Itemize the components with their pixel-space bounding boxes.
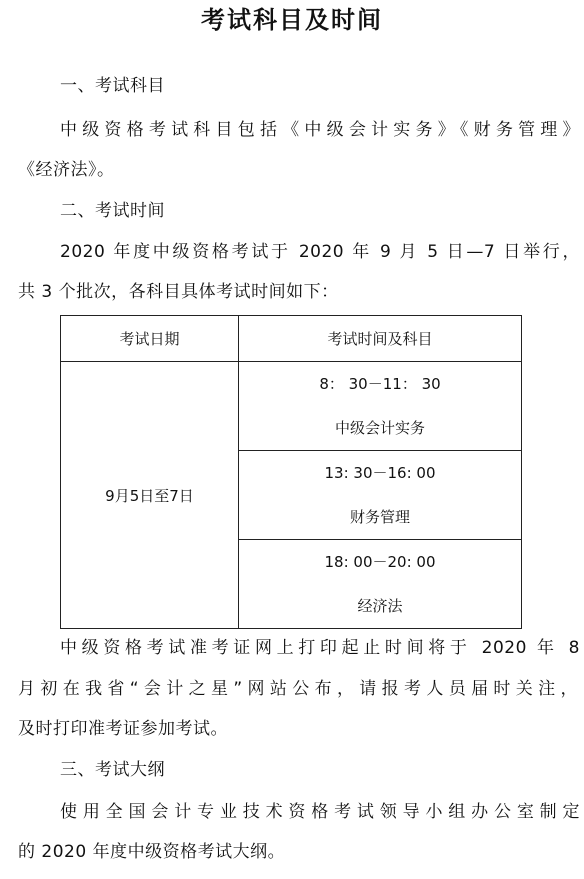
- table-header-time-subject: 考试时间及科目: [239, 316, 522, 362]
- exam-slot-cell: [239, 451, 522, 540]
- exam-slot-time: 13: 30－16: 00: [324, 464, 436, 482]
- section-heading-time: 二、考试时间: [60, 201, 165, 221]
- table-row: [61, 362, 522, 451]
- subjects-paragraph-line-1: 中级资格考试科目包括《中级会计实务》《财务管理》: [60, 120, 580, 140]
- time-paragraph-line-1: 2020 年度中级资格考试于 2020 年 9 月 5 日—7 日举行，: [60, 242, 580, 262]
- time-paragraph-line-2: 共 3 个批次，各科目具体考试时间如下：: [18, 282, 339, 302]
- table-header-date: 考试日期: [61, 316, 239, 362]
- exam-slot-subject: 经济法: [357, 597, 403, 615]
- exam-slot-subject: 财务管理: [349, 508, 410, 526]
- section-heading-subjects: 一、考试科目: [60, 76, 165, 96]
- exam-date-cell: 9月5日至7日: [61, 362, 239, 629]
- subjects-paragraph-line-2: 《经济法》。: [18, 160, 115, 180]
- syllabus-paragraph-line-1: 使用全国会计专业技术资格考试领导小组办公室制定: [60, 802, 580, 822]
- exam-slot-time: 8： 30－11： 30: [319, 375, 441, 393]
- exam-slot-cell: [239, 540, 522, 629]
- exam-slot-cell: [239, 362, 522, 451]
- page-title: 考试科目及时间: [201, 5, 383, 34]
- notice-paragraph-line-2: 月初在我省“会计之星”网站公布，请报考人员届时关注，: [18, 679, 578, 699]
- exam-slot-time: 18: 00－20: 00: [324, 553, 436, 571]
- table-header-row: [61, 316, 522, 362]
- notice-paragraph-line-1: 中级资格考试准考证网上打印起止时间将于 2020 年 8: [60, 638, 580, 658]
- exam-schedule-table: [60, 315, 522, 629]
- exam-slot-subject: 中级会计实务: [334, 419, 425, 437]
- section-heading-syllabus: 三、考试大纲: [60, 760, 165, 780]
- notice-paragraph-line-3: 及时打印准考证参加考试。: [18, 719, 228, 739]
- syllabus-paragraph-line-2: 的 2020 年度中级资格考试大纲。: [18, 842, 286, 862]
